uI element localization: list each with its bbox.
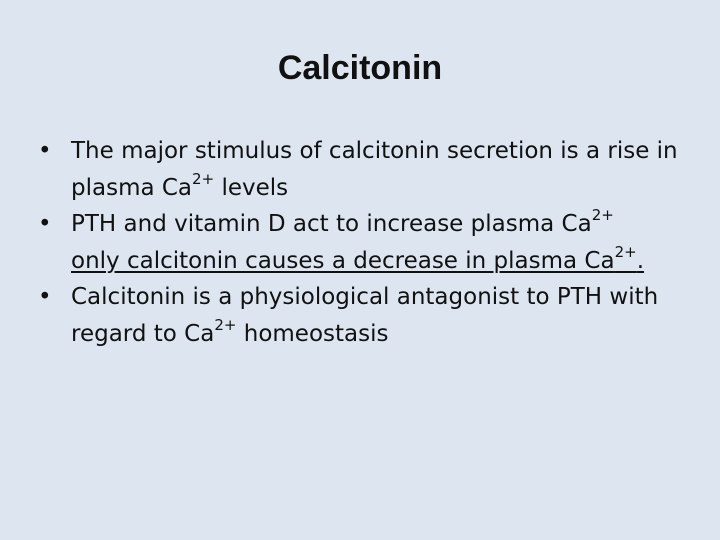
bullet-item bbox=[38, 279, 688, 352]
superscript: 2+ bbox=[591, 206, 614, 225]
superscript: 2+ bbox=[192, 169, 215, 188]
bullet-item bbox=[38, 133, 688, 206]
bullet-text: Calcitonin is a physiological antagonist to PTH with regard to Ca bbox=[71, 284, 659, 347]
bullet-icon: • bbox=[38, 211, 52, 237]
bullet-text-end: homeostasis bbox=[236, 320, 389, 347]
underlined-phrase: only calcitonin causes a decrease in plasma Ca bbox=[71, 247, 615, 274]
underlined-period: . bbox=[636, 247, 645, 274]
bullet-icon: • bbox=[38, 284, 52, 310]
bullet-list bbox=[38, 133, 688, 352]
bullet-text: The major stimulus of calcitonin secretion is a rise in plasma Ca bbox=[71, 138, 678, 201]
bullet-item bbox=[38, 206, 688, 279]
slide-title: Calcitonin bbox=[277, 49, 443, 87]
underlined-text bbox=[71, 242, 645, 274]
superscript: 2+ bbox=[614, 242, 637, 261]
bullet-icon: • bbox=[38, 138, 52, 164]
bullet-text-end: levels bbox=[214, 174, 289, 201]
bullet-text: PTH and vitamin D act to increase plasma Ca bbox=[71, 211, 592, 237]
superscript: 2+ bbox=[214, 315, 237, 334]
